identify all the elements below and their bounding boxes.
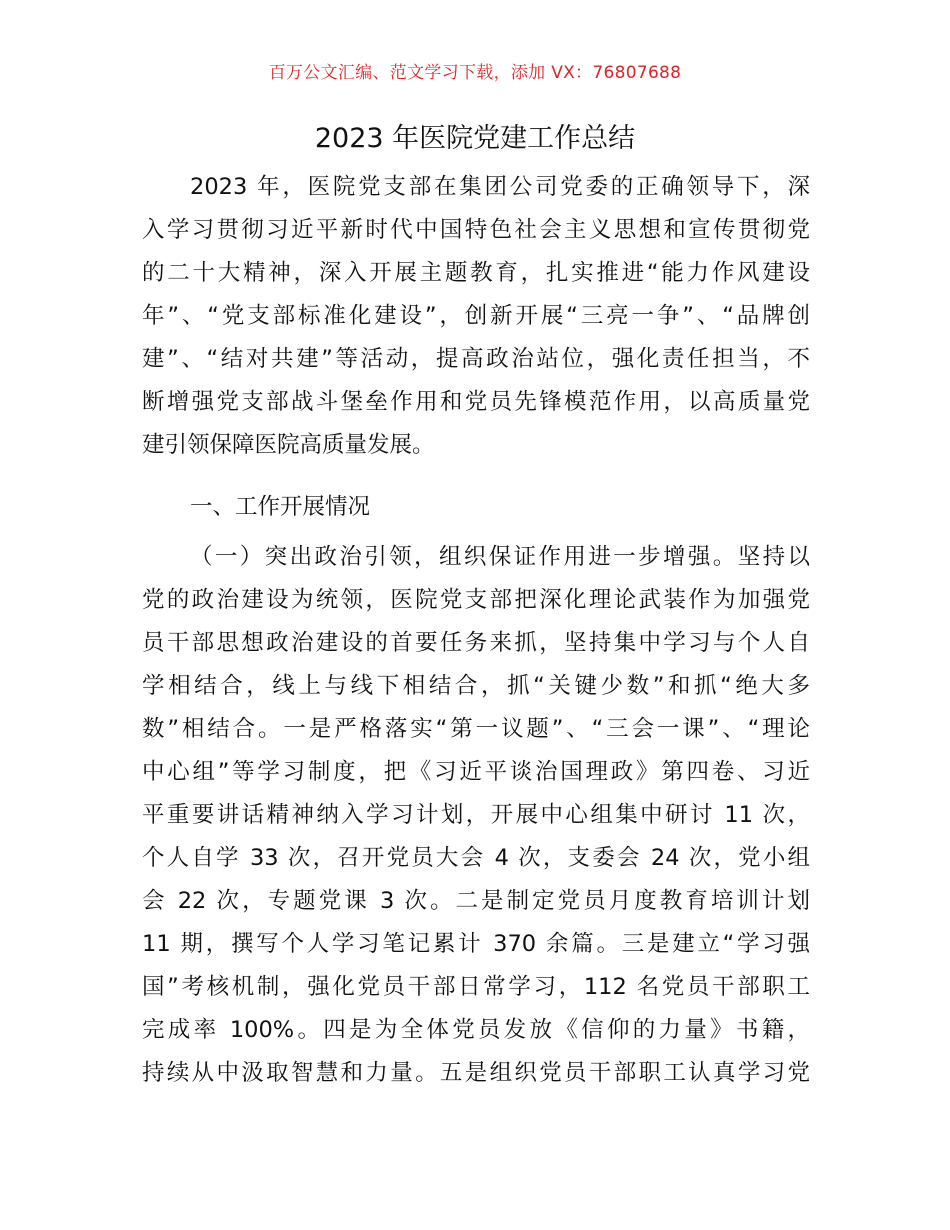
paragraph-line: 年”、“党支部标准化建设”，创新开展“三亮一争”、“品牌创 (142, 303, 810, 329)
paragraph-section-one (142, 536, 810, 1095)
paragraph-line: 11 期，撰写个人学习笔记累计 370 余篇。三是建立“学习强 (142, 931, 810, 957)
paragraph-line: 数”相结合。一是严格落实“第一议题”、“三会一课”、“理论 (142, 716, 810, 742)
paragraph-line: 中心组”等学习制度，把《习近平谈治国理政》第四卷、习近 (142, 759, 810, 785)
paragraph-line: 个人自学 33 次，召开党员大会 4 次，支委会 24 次，党小组 (142, 845, 810, 871)
watermark-text: 百万公文汇编、范文学习下载，添加 VX：76807688 (268, 63, 682, 83)
document-title: 2023 年医院党建工作总结 (314, 123, 636, 154)
paragraph-intro (142, 166, 810, 467)
paragraph-line: 国”考核机制，强化党员干部日常学习，112 名党员干部职工 (142, 974, 810, 1000)
paragraph-line: 完成率 100%。四是为全体党员发放《信仰的力量》书籍， (142, 1017, 810, 1043)
paragraph-line: 持续从中汲取智慧和力量。五是组织党员干部职工认真学习党 (142, 1060, 810, 1086)
paragraph-line: 党的政治建设为统领，医院党支部把深化理论武装作为加强党 (142, 587, 810, 613)
paragraph-line: 会 22 次，专题党课 3 次。二是制定党员月度教育培训计划 (142, 888, 810, 914)
paragraph-line: 断增强党支部战斗堡垒作用和党员先锋模范作用，以高质量党 (142, 389, 810, 415)
paragraph-line: 学相结合，线上与线下相结合，抓“关键少数”和抓“绝大多 (142, 673, 810, 699)
paragraph-line: 平重要讲话精神纳入学习计划，开展中心组集中研讨 11 次， (142, 802, 810, 828)
paragraph-line: 入学习贯彻习近平新时代中国特色社会主义思想和宣传贯彻党 (142, 217, 810, 243)
section-heading: 一、工作开展情况 (190, 494, 371, 520)
paragraph-line: 建引领保障医院高质量发展。 (142, 432, 435, 458)
paragraph-line: 建”、“结对共建”等活动，提高政治站位，强化责任担当，不 (142, 346, 810, 372)
paragraph-line: （一）突出政治引领，组织保证作用进一步增强。坚持以 (190, 544, 810, 570)
paragraph-line: 2023 年，医院党支部在集团公司党委的正确领导下，深 (190, 174, 810, 200)
paragraph-line: 员干部思想政治建设的首要任务来抓，坚持集中学习与个人自 (142, 630, 810, 656)
paragraph-line: 的二十大精神，深入开展主题教育，扎实推进“能力作风建设 (142, 260, 810, 286)
